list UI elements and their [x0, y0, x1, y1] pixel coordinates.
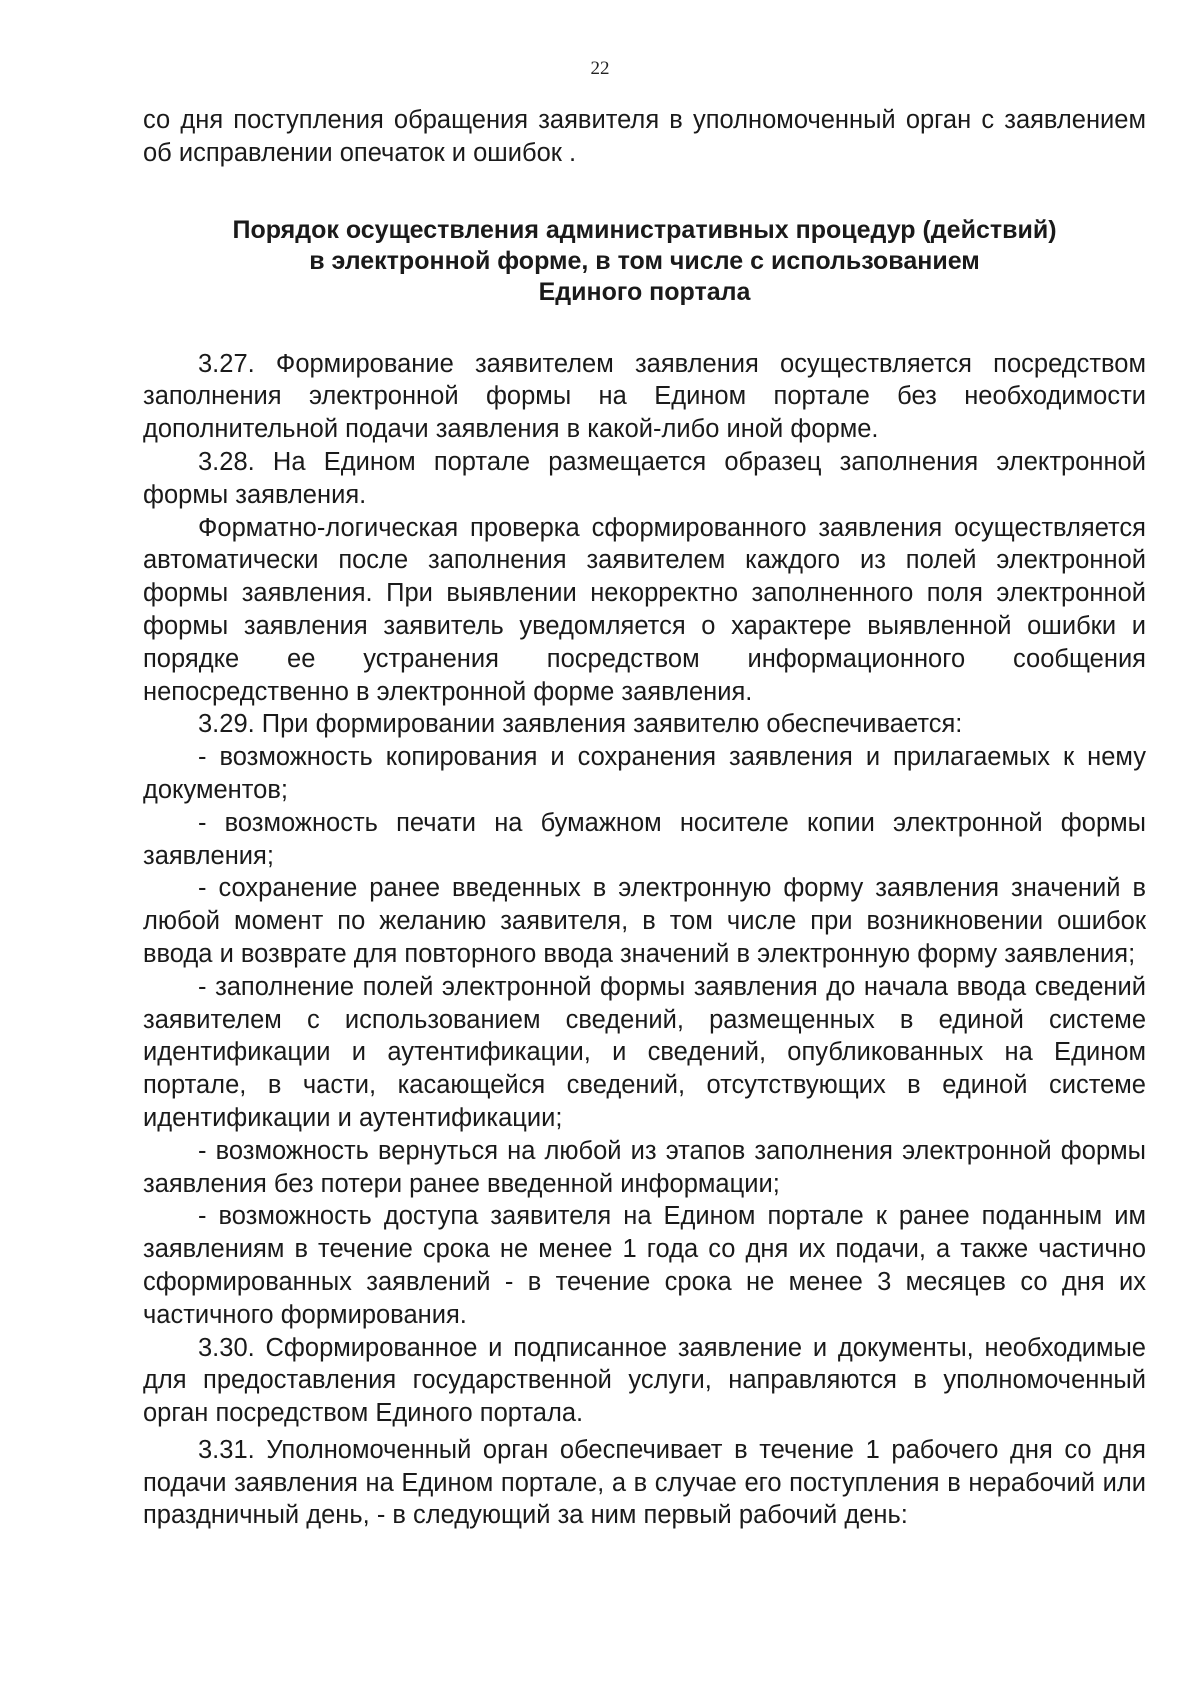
- list-item-autofill: - заполнение полей электронной формы заявления до начала ввода сведений заявителем с использованием сведений, размещенных в единой системе идентификации и аутентификации, и сведений, опубликованных на Едином портале, в части, касающейся сведений, отсутствующих в единой системе идентификации и аутентификации;: [143, 972, 1146, 1132]
- heading-line-3: Единого портала: [538, 277, 751, 306]
- intro-paragraph: со дня поступления обращения заявителя в уполномоченный орган с заявлением об исправлении опечаток и ошибок .: [143, 106, 1146, 167]
- section-heading: [143, 215, 1146, 308]
- list-item-copy: - возможность копирования и сохранения заявления и прилагаемых к нему документов;: [143, 743, 1146, 804]
- paragraph-3-28: 3.28. На Едином портале размещается образец заполнения электронной формы заявления.: [143, 447, 1146, 509]
- paragraph-3-30: 3.30. Сформированное и подписанное заявление и документы, необходимые для предоставления государственной услуги, направляются в уполномоченный орган посредством Единого портала.: [143, 1333, 1146, 1428]
- list-item-save: - сохранение ранее введенных в электронную форму заявления значений в любой момент по желанию заявителя, в том числе при возникновении ошибок ввода и возврате для повторного ввода значений в электронную форму заявления;: [143, 874, 1146, 968]
- paragraph-3-31: 3.31. Уполномоченный орган обеспечивает в течение 1 рабочего дня со дня подачи заявления на Едином портале, а в случае его поступления в нерабочий или праздничный день, - в следующий за ним первый рабочий день:: [143, 1435, 1146, 1530]
- heading-line-2: в электронной форме, в том числе с использованием: [309, 246, 980, 275]
- heading-line-1: Порядок осуществления административных процедур (действий): [232, 215, 1057, 244]
- list-item-print: - возможность печати на бумажном носителе копии электронной формы заявления;: [143, 808, 1146, 870]
- paragraph-format-check: Форматно-логическая проверка сформированного заявления осуществляется автоматически после заполнения заявителем каждого из полей электронной формы заявления. При выявлении некорректно заполненного поля электронной формы заявления заявитель уведомляется о характере выявленной ошибки и порядке ее устранения посредством информационного сообщения непосредственно в электронной форме заявления.: [143, 513, 1146, 706]
- page-number: 22: [590, 58, 610, 79]
- list-item-access: - возможность доступа заявителя на Едином портале к ранее поданным им заявлениям в течение срока не менее 1 года со дня их подачи, а также частично сформированных заявлений - в течение срока не менее 3 месяцев со дня их частичного формирования.: [143, 1202, 1146, 1329]
- paragraph-3-27: 3.27. Формирование заявителем заявления осуществляется посредством заполнения электронной формы на Едином портале без необходимости дополнительной подачи заявления в какой-либо иной форме.: [143, 349, 1146, 444]
- list-item-return: - возможность вернуться на любой из этапов заполнения электронной формы заявления без потери ранее введенной информации;: [143, 1136, 1146, 1198]
- paragraph-3-29: 3.29. При формировании заявления заявителю обеспечивается:: [198, 710, 963, 739]
- document-body: [143, 104, 1146, 1532]
